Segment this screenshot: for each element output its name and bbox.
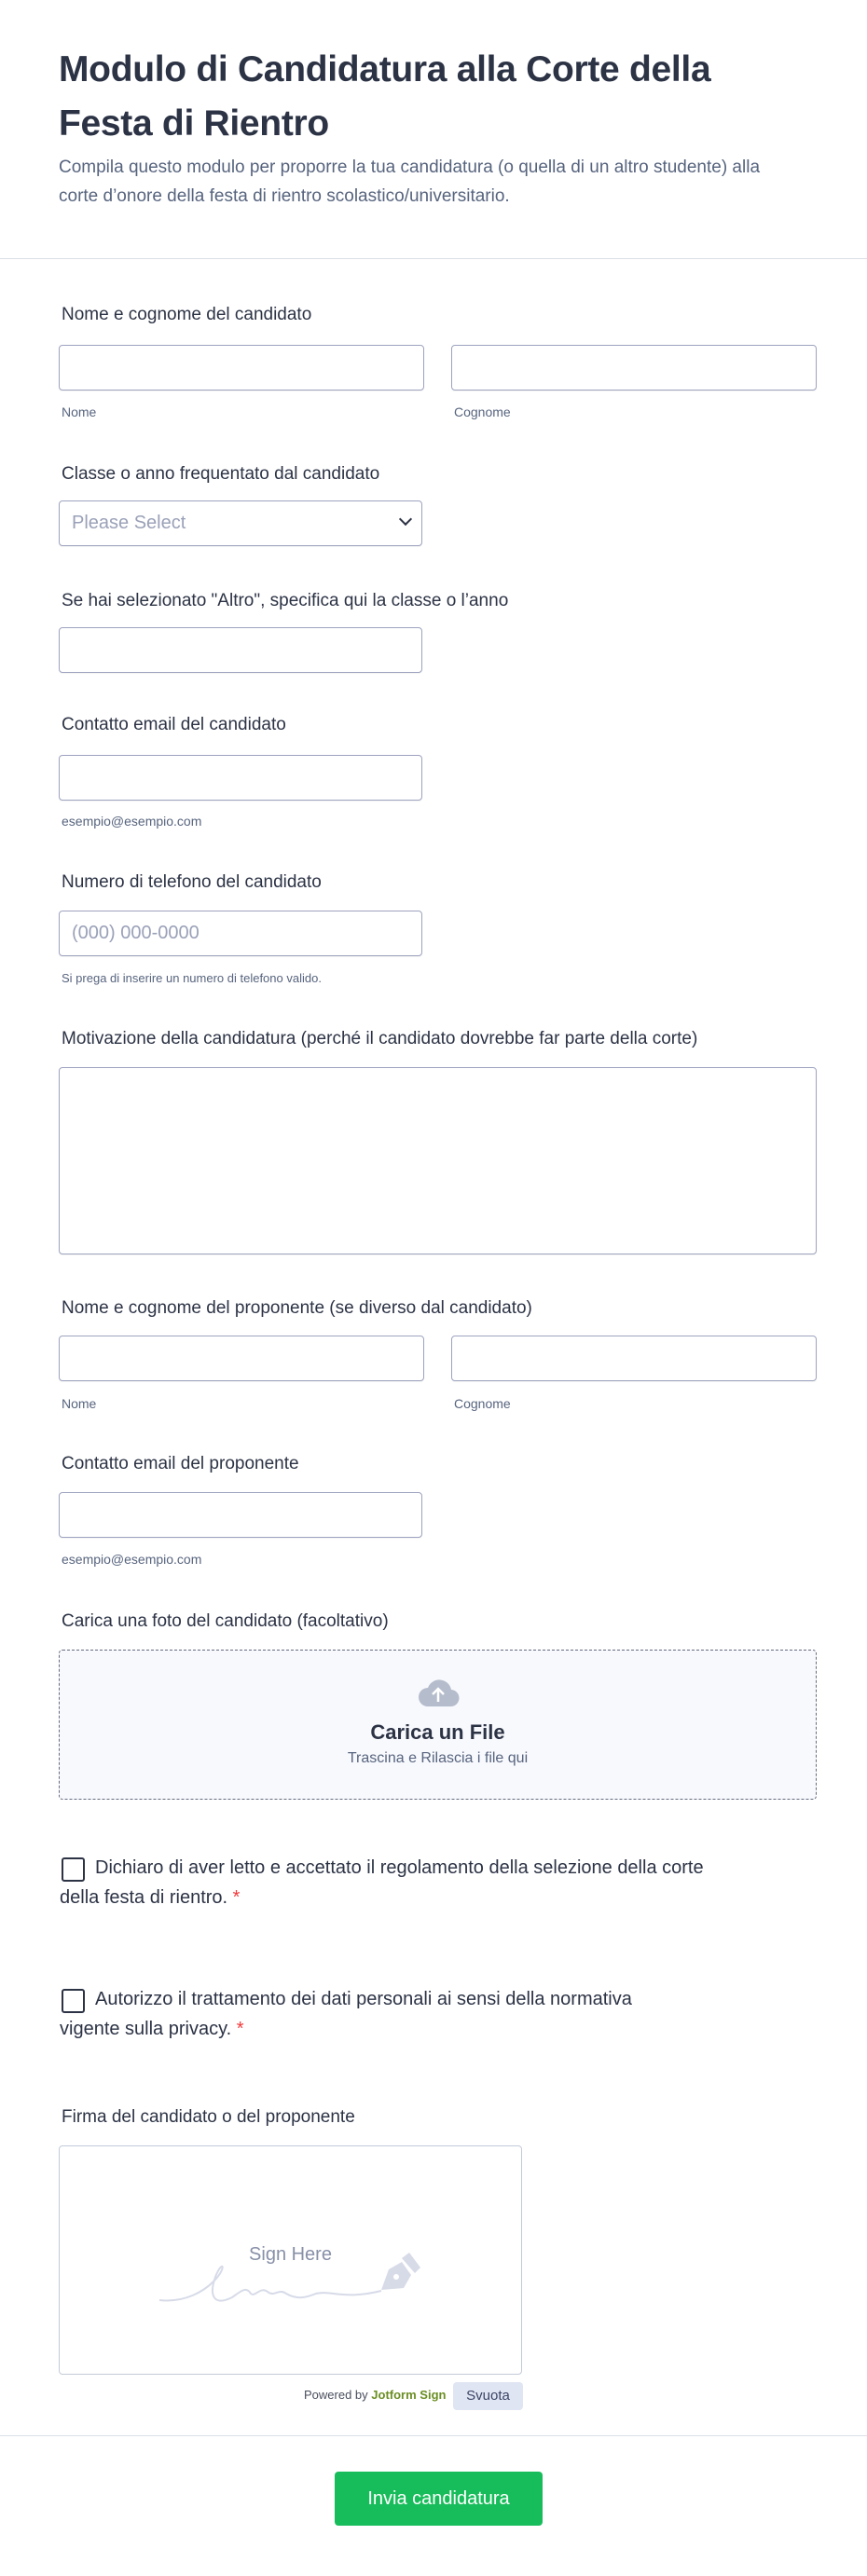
proposer-email-input[interactable] [59, 1492, 422, 1538]
privacy-checkbox-label [60, 1984, 694, 2044]
phone-placeholder: (000) 000-0000 [72, 923, 200, 943]
motivation-label: Motivazione della candidatura (perché il candidato dovrebbe far parte della corte) [62, 1029, 698, 1048]
upload-title: Carica un File [370, 1720, 505, 1744]
proposer-first-name-input[interactable] [59, 1336, 424, 1381]
privacy-text: Autorizzo il trattamento dei dati personali ai sensi della normativa vigente sulla privacy. [60, 1989, 632, 2039]
proposer-first-sublabel: Nome [62, 1396, 97, 1411]
jotform-sign-logo: Jotform Sign [371, 2388, 447, 2402]
proposer-last-sublabel: Cognome [454, 1396, 511, 1411]
proposer-last-name-input[interactable] [451, 1336, 817, 1381]
phone-sublabel: Si prega di inserire un numero di telefono valido. [62, 971, 322, 985]
rules-text: Dichiaro di aver letto e accettato il regolamento della selezione della corte della festa di rientro. [60, 1857, 704, 1908]
other-grade-input[interactable] [59, 627, 422, 673]
page-description: Compila questo modulo per proporre la tua candidatura (o quella di un altro studente) alla corte d’onore della festa di rientro scolastico/universitario. [59, 158, 761, 206]
candidate-first-name-input[interactable] [59, 345, 424, 391]
divider [0, 258, 867, 259]
powered-by-text: Powered by [304, 2388, 368, 2402]
signature-label: Firma del candidato o del proponente [62, 2107, 355, 2127]
grade-placeholder: Please Select [72, 513, 186, 533]
candidate-email-sublabel: esempio@esempio.com [62, 814, 202, 829]
required-asterisk: * [232, 1887, 241, 1908]
phone-label: Numero di telefono del candidato [62, 872, 322, 892]
candidate-name-label: Nome e cognome del candidato [62, 305, 312, 324]
proposer-name-label: Nome e cognome del proponente (se diverso dal candidato) [62, 1298, 532, 1318]
divider [0, 2435, 867, 2436]
sign-here-text: Sign Here [249, 2244, 332, 2265]
clear-signature-button[interactable]: Svuota [453, 2382, 523, 2410]
powered-by [304, 2388, 446, 2402]
upload-subtitle: Trascina e Rilascia i file qui [347, 1750, 529, 1766]
grade-select[interactable] [59, 500, 422, 546]
rules-checkbox-label [60, 1853, 712, 1912]
candidate-email-label: Contatto email del candidato [62, 715, 286, 734]
page-title: Modulo di Candidatura alla Corte della Festa di Rientro [59, 49, 711, 144]
signature-pad[interactable] [59, 2145, 522, 2375]
photo-label: Carica una foto del candidato (facoltativo) [62, 1611, 389, 1631]
last-name-sublabel: Cognome [454, 404, 511, 419]
cloud-upload-icon [417, 1677, 460, 1708]
first-name-sublabel: Nome [62, 404, 97, 419]
file-upload-dropzone[interactable] [59, 1650, 817, 1800]
candidate-last-name-input[interactable] [451, 345, 817, 391]
signature-pen-icon [158, 2249, 428, 2314]
other-grade-label: Se hai selezionato "Altro", specifica qui la classe o l’anno [62, 591, 509, 610]
required-asterisk: * [236, 2019, 244, 2039]
grade-label: Classe o anno frequentato dal candidato [62, 464, 380, 484]
candidate-email-input[interactable] [59, 755, 422, 801]
phone-input[interactable] [59, 911, 422, 956]
proposer-email-label: Contatto email del proponente [62, 1454, 299, 1473]
submit-button[interactable]: Invia candidatura [335, 2472, 543, 2526]
proposer-email-sublabel: esempio@esempio.com [62, 1552, 202, 1567]
motivation-textarea[interactable] [59, 1067, 817, 1254]
